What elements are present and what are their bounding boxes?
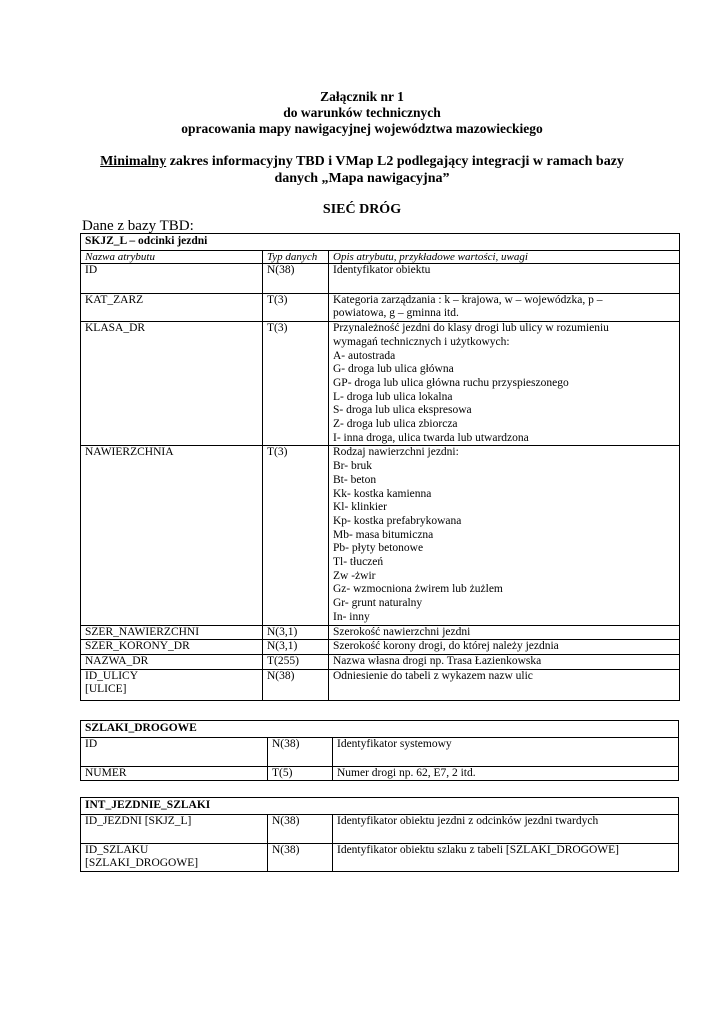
attribute-name: NAZWA_DR (81, 654, 263, 669)
annex-number: Załącznik nr 1 (320, 89, 404, 104)
table-title: SZLAKI_DROGOWE (81, 721, 679, 738)
table-szlaki-drogowe (80, 720, 679, 781)
data-type: T(3) (263, 322, 329, 446)
table-skjz-l (80, 233, 680, 701)
attribute-description: Nazwa własna drogi np. Trasa Łazienkowska (329, 654, 680, 669)
table-row (81, 263, 680, 293)
table-row (81, 737, 679, 766)
attribute-description: Rodzaj nawierzchni jezdni: Br- bruk Bt- beton Kk- kostka kamienna Kl- klinkier Kp- kostka prefabrykowana Mb- masa bitumiczna Pb- płyty betonowe Tl- tłuczeń Zw -żwir Gz- wzmocniona żwirem lub żużlem Gr- grunt naturalny In- inny (329, 446, 680, 625)
subtitle-underlined-word: Minimalny (100, 154, 167, 169)
table-row (81, 843, 679, 871)
table-row (81, 446, 680, 625)
attribute-description: Identyfikator obiektu (329, 263, 680, 293)
data-type: N(38) (268, 843, 333, 871)
data-type: N(3,1) (263, 625, 329, 640)
source-label: Dane z bazy TBD: (82, 218, 194, 234)
attribute-name: NUMER (81, 766, 268, 781)
table-int-jezdnie-szlaki (80, 797, 679, 872)
annex-reference: do warunków technicznych (283, 105, 441, 120)
document-subtitle (80, 153, 644, 187)
column-header: Opis atrybutu, przykładowe wartości, uwagi (329, 250, 680, 263)
table-row (81, 625, 680, 640)
subtitle-line2: danych „Mapa nawigacyjna” (274, 171, 450, 186)
data-type: T(3) (263, 293, 329, 321)
attribute-description: Kategoria zarządzania : k – krajowa, w – wojewódzka, p – powiatowa, g – gminna itd. (329, 293, 680, 321)
attribute-name: ID_ULICY [ULICE] (81, 669, 263, 700)
data-type: T(5) (268, 766, 333, 781)
attribute-name: NAWIERZCHNIA (81, 446, 263, 625)
data-type: N(38) (263, 669, 329, 700)
table-row (81, 322, 680, 446)
attribute-name: SZER_NAWIERZCHNI (81, 625, 263, 640)
attribute-description: Identyfikator obiektu szlaku z tabeli [SZLAKI_DROGOWE] (333, 843, 679, 871)
attribute-name: ID (81, 263, 263, 293)
attribute-name: ID_SZLAKU [SZLAKI_DROGOWE] (81, 843, 268, 871)
attribute-name: ID_JEZDNI [SKJZ_L] (81, 814, 268, 843)
table-row (81, 640, 680, 655)
section-title: SIEĆ DRÓG (322, 202, 402, 217)
table-row (81, 766, 679, 781)
data-type: N(38) (268, 737, 333, 766)
subtitle-text: zakres informacyjny TBD i VMap L2 podlegający integracji w ramach bazy (166, 154, 624, 169)
attribute-description: Identyfikator obiektu jezdni z odcinków jezdni twardych (333, 814, 679, 843)
table-row (81, 814, 679, 843)
data-type: N(38) (268, 814, 333, 843)
annex-subject: opracowania mapy nawigacyjnej województwa mazowieckiego (181, 121, 543, 136)
table-row (81, 669, 680, 700)
data-type: T(3) (263, 446, 329, 625)
data-type: N(3,1) (263, 640, 329, 655)
table-row (81, 293, 680, 321)
table-title: INT_JEZDNIE_SZLAKI (81, 798, 679, 815)
data-type: T(255) (263, 654, 329, 669)
attribute-name: KLASA_DR (81, 322, 263, 446)
data-type: N(38) (263, 263, 329, 293)
attribute-name: SZER_KORONY_DR (81, 640, 263, 655)
column-header: Nazwa atrybutu (81, 250, 263, 263)
attribute-description: Szerokość korony drogi, do której należy jezdnia (329, 640, 680, 655)
attribute-description: Numer drogi np. 62, E7, 2 itd. (333, 766, 679, 781)
table-row (81, 654, 680, 669)
attribute-description: Przynależność jezdni do klasy drogi lub ulicy w rozumieniu wymagań technicznych i użytkowych: A- autostrada G- droga lub ulica główna GP- droga lub ulica główna ruchu przyspieszonego L- droga lub ulica lokalna S- droga lub ulica ekspresowa Z- droga lub ulica zbiorcza I- inna droga, ulica twarda lub utwardzona (329, 322, 680, 446)
attribute-name: KAT_ZARZ (81, 293, 263, 321)
column-header: Typ danych (263, 250, 329, 263)
attribute-description: Szerokość nawierzchni jezdni (329, 625, 680, 640)
document-header (0, 89, 724, 137)
attribute-description: Odniesienie do tabeli z wykazem nazw ulic (329, 669, 680, 700)
table-title: SKJZ_L – odcinki jezdni (81, 234, 680, 251)
attribute-name: ID (81, 737, 268, 766)
attribute-description: Identyfikator systemowy (333, 737, 679, 766)
